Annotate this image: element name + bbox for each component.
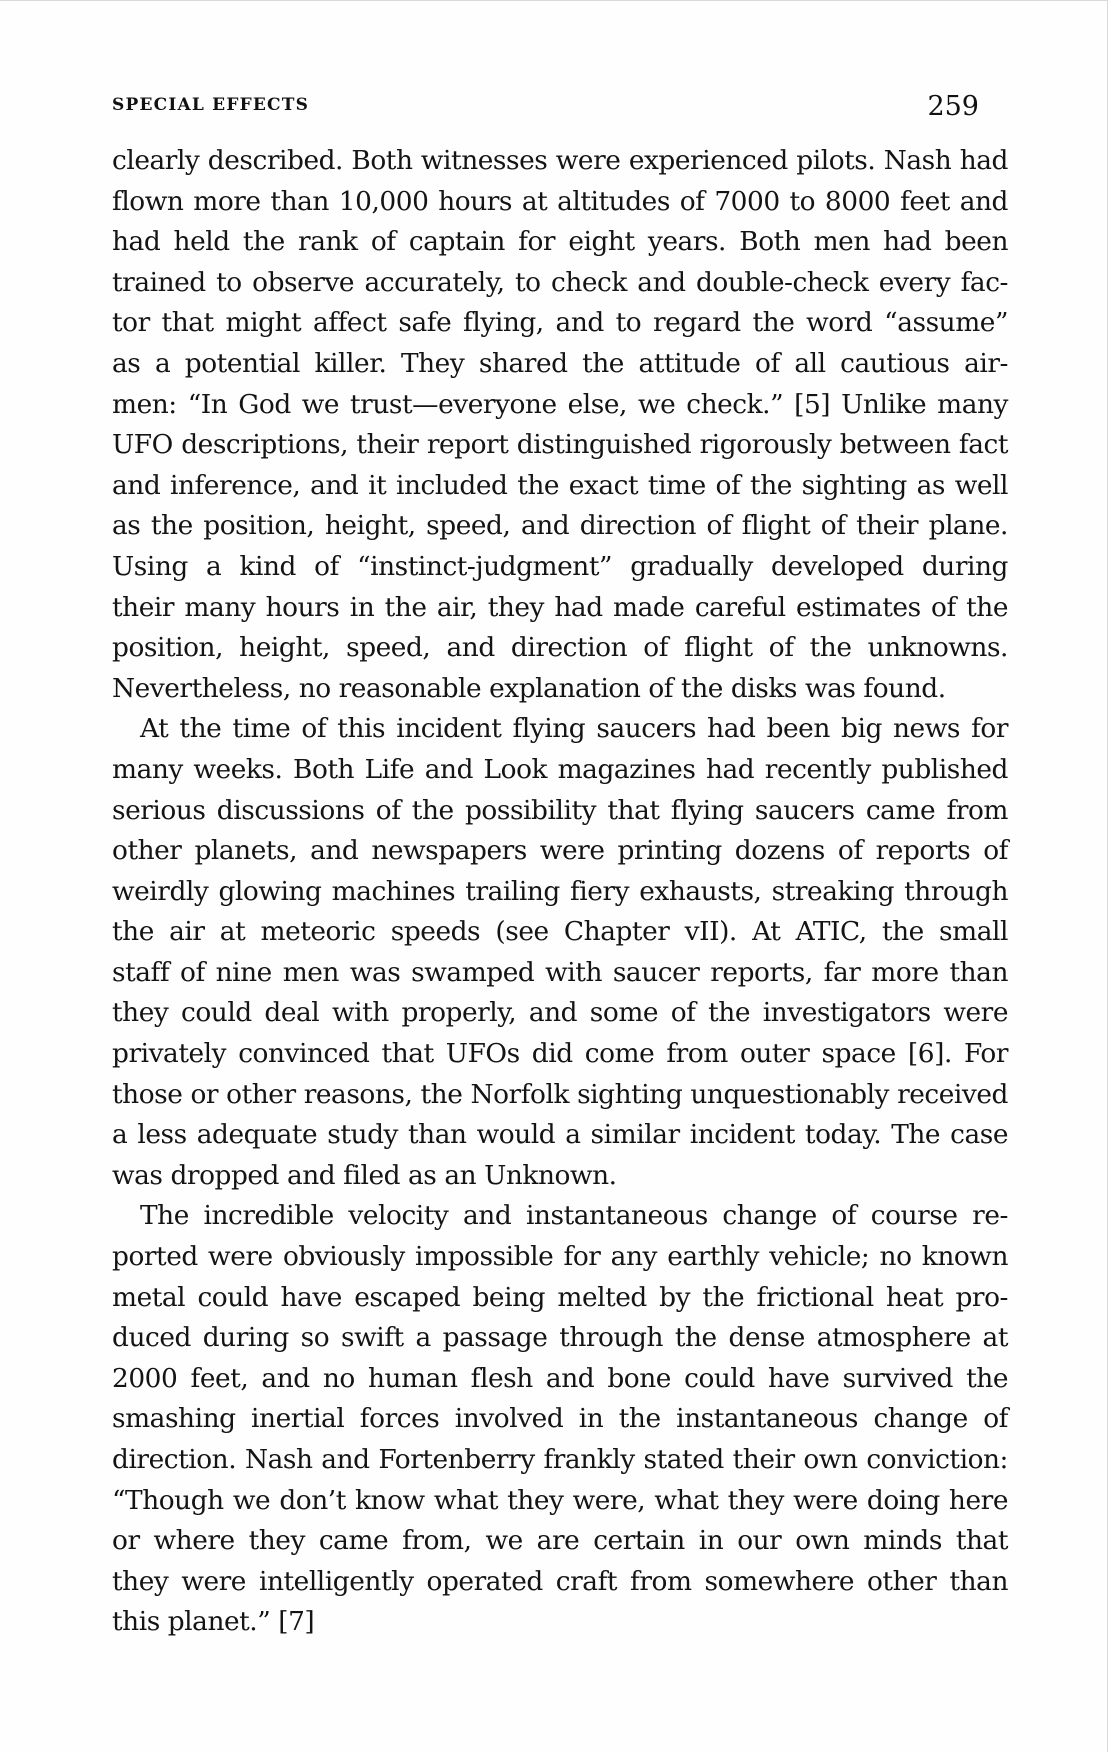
text-line: flown more than 10,000 hours at altitudes of 7000 to 8000 feet and — [112, 185, 1008, 217]
text-line: a less adequate study than would a similar incident today. The case — [112, 1119, 1008, 1151]
paragraph — [112, 141, 1008, 709]
text-line: metal could have escaped being melted by the frictional heat pro- — [112, 1281, 1008, 1313]
page-number: 259 — [927, 91, 979, 122]
text-line: UFO descriptions, their report distinguished rigorously between fact — [112, 429, 1008, 461]
text-line: clearly described. Both witnesses were experienced pilots. Nash had — [112, 145, 1008, 176]
text-line: had held the rank of captain for eight years. Both men had been — [112, 226, 1008, 258]
text-line: serious discussions of the possibility that flying saucers came from — [112, 794, 1008, 826]
text-line: men: “In God we trust—everyone else, we check.” [5] Unlike many — [112, 388, 1008, 420]
text-line: the air at meteoric speeds (see Chapter vII). At ATIC, the small — [112, 916, 1008, 948]
text-line: as a potential killer. They shared the attitude of all cautious air- — [112, 347, 1008, 379]
text-line: other planets, and newspapers were printing dozens of reports of — [112, 835, 1008, 867]
text-line: position, height, speed, and direction of flight of the unknowns. — [112, 632, 1008, 664]
text-line: Using a kind of “instinct-judgment” gradually developed during — [112, 550, 1008, 582]
text-line: they could deal with properly, and some of the investigators were — [112, 997, 1008, 1029]
paragraph — [112, 709, 1008, 1196]
text-line: those or other reasons, the Norfolk sighting unquestionably received — [112, 1078, 1008, 1110]
text-line: The incredible velocity and instantaneous change of course re- — [140, 1200, 1008, 1232]
text-line: duced during so swift a passage through the dense atmosphere at — [112, 1322, 1008, 1354]
text-line: trained to observe accurately, to check and double-check every fac- — [112, 266, 1008, 298]
body-text — [112, 141, 1008, 1643]
text-line: weirdly glowing machines trailing fiery exhausts, streaking through — [112, 875, 1008, 907]
text-line: smashing inertial forces involved in the instantaneous change of — [112, 1403, 1008, 1435]
text-line: as the position, height, speed, and direction of flight of their plane. — [112, 510, 1008, 542]
text-line: this planet.” [7] — [112, 1606, 315, 1638]
text-line: “Though we don’t know what they were, what they were doing here — [112, 1484, 1008, 1516]
text-line: direction. Nash and Fortenberry frankly stated their own conviction: — [112, 1444, 1008, 1475]
text-line: many weeks. Both Life and Look magazines had recently published — [112, 753, 1008, 785]
text-line: Nevertheless, no reasonable explanation of the disks was found. — [112, 672, 946, 704]
text-line: staff of nine men was swamped with saucer reports, far more than — [112, 956, 1008, 988]
text-line: 2000 feet, and no human flesh and bone could have survived the — [112, 1362, 1008, 1394]
text-line: and inference, and it included the exact time of the sighting as well — [112, 469, 1008, 501]
text-line: or where they came from, we are certain in our own minds that — [112, 1525, 1008, 1557]
text-line: privately convinced that UFOs did come from outer space [6]. For — [112, 1038, 1008, 1070]
text-line: tor that might affect safe flying, and to regard the word “assume” — [112, 307, 1008, 339]
text-line: they were intelligently operated craft from somewhere other than — [112, 1565, 1008, 1597]
paragraph — [112, 1196, 1008, 1643]
text-line: At the time of this incident flying saucers had been big news for — [140, 713, 1008, 745]
text-line: ported were obviously impossible for any earthly vehicle; no known — [112, 1241, 1008, 1273]
running-title: SPECIAL EFFECTS — [112, 95, 310, 115]
running-head — [112, 91, 979, 125]
text-line: was dropped and filed as an Unknown. — [112, 1159, 617, 1191]
text-line: their many hours in the air, they had made careful estimates of the — [112, 591, 1008, 623]
